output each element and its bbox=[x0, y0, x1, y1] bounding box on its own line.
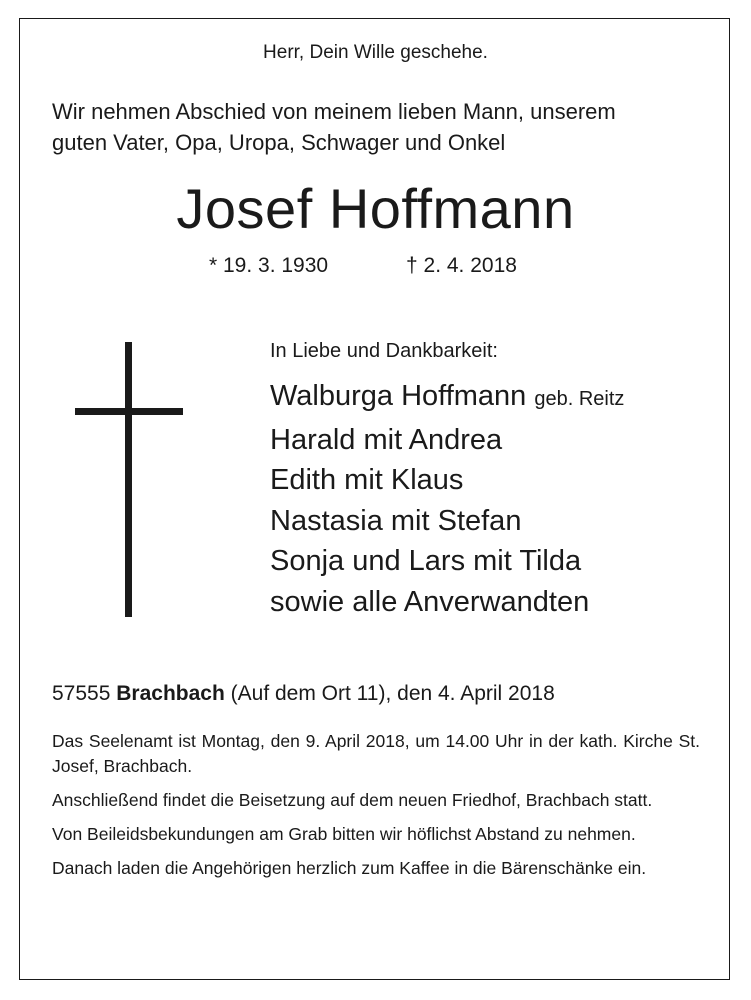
note-paragraph: Anschließend findet die Beisetzung auf dem neuen Friedhof, Brachbach statt. bbox=[52, 789, 653, 810]
birth-date: * 19. 3. 1930 bbox=[209, 254, 329, 277]
family-list bbox=[270, 376, 624, 622]
family-member-name: Edith mit Klaus bbox=[270, 464, 464, 496]
family-member-name: sowie alle Anverwandten bbox=[270, 585, 590, 618]
address-date: (Auf dem Ort 11), den 4. April 2018 bbox=[230, 682, 555, 705]
family-member-name: Nastasia mit Stefan bbox=[270, 504, 522, 537]
family-member bbox=[270, 582, 624, 623]
intro-text bbox=[52, 96, 712, 158]
thanks-line: In Liebe und Dankbarkeit: bbox=[270, 340, 498, 362]
intro-line: Wir nehmen Abschied von meinem lieben Mann, unserem bbox=[52, 99, 616, 124]
note-paragraph: Von Beileidsbekundungen am Grab bitten wir höflichst Abstand zu nehmen. bbox=[52, 823, 636, 844]
family-member bbox=[270, 420, 624, 461]
cross-icon bbox=[125, 342, 132, 617]
cross-icon-bar bbox=[75, 408, 183, 415]
family-member-name: Harald mit Andrea bbox=[270, 423, 503, 456]
motto: Herr, Dein Wille geschehe. bbox=[263, 42, 488, 63]
death-date: † 2. 4. 2018 bbox=[406, 254, 517, 277]
notes-section bbox=[52, 729, 700, 890]
family-member-name: Sonja und Lars mit Tilda bbox=[270, 545, 582, 577]
place-date-line bbox=[52, 682, 555, 706]
family-member-suffix: geb. Reitz bbox=[534, 388, 625, 410]
deceased-name: Josef Hoffmann bbox=[176, 177, 575, 240]
family-member bbox=[270, 376, 624, 420]
family-member bbox=[270, 501, 624, 542]
family-member-name: Walburga Hoffmann bbox=[270, 380, 527, 412]
family-member bbox=[270, 541, 624, 582]
family-member bbox=[270, 460, 624, 501]
note-paragraph: Das Seelenamt ist Montag, den 9. April 2018, um 14.00 Uhr in der kath. Kirche St. Josef, Brachbach. bbox=[52, 731, 700, 776]
zip-code: 57555 bbox=[52, 682, 111, 705]
note-paragraph: Danach laden die Angehörigen herzlich zum Kaffee in die Bärenschänke ein. bbox=[52, 857, 647, 878]
town-name: Brachbach bbox=[116, 682, 225, 705]
intro-line: guten Vater, Opa, Uropa, Schwager und Onkel bbox=[52, 130, 506, 155]
